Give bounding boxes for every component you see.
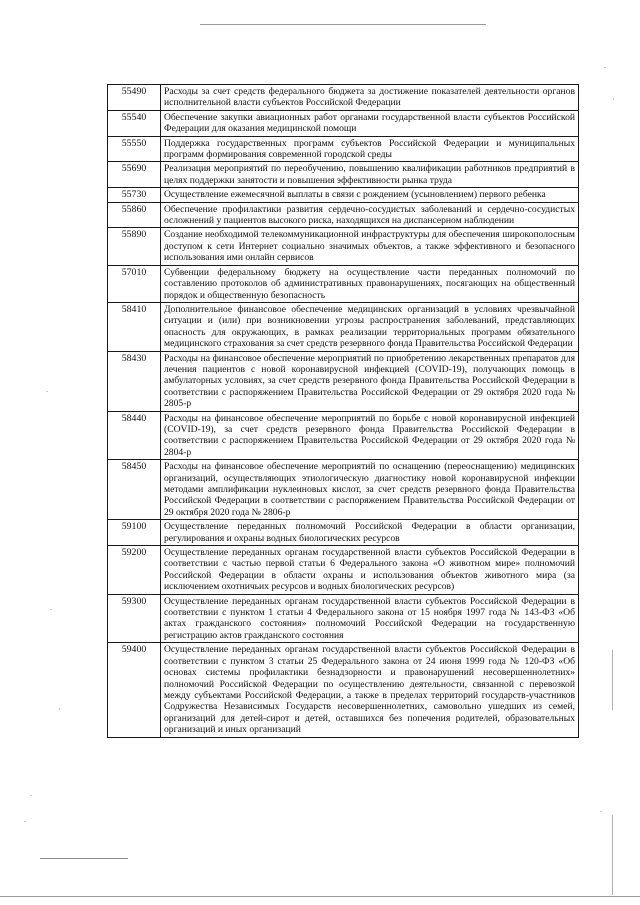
row-description: Расходы на финансовое обеспечение мероприятий по приобретению лекарственных препаратов для лечения пациентов с новой коронавирусной инфекцией (COVID-19), получающих помощь в амбулаторных условиях, за счет средств резервного фонда Правительства Российской Федерации в соответствии с распоряжением Правительства Российской Федерации от 29 октября 2020 года № 2805-р	[161, 351, 579, 411]
row-code: 59100	[108, 520, 161, 546]
row-code: 58410	[108, 302, 161, 351]
table-row	[108, 460, 579, 520]
row-description: Расходы за счет средств федерального бюджета за достижение показателей деятельности органов исполнительной власти субъектов Российской Федерации	[161, 85, 579, 111]
row-description: Субвенции федеральному бюджету на осуществление части переданных полномочий по составлению протоколов об административных правонарушениях, посягающих на общественный порядок и общественную безопасность	[161, 265, 579, 302]
row-description: Осуществление переданных органам государственной власти субъектов Российской Федерации в соответствии с пунктом 3 статьи 25 Федерального закона от 24 июня 1999 года № 120-ФЗ «Об основах системы профилактики безнадзорности и правонарушений несовершеннолетних» полномочий Российской Федерации по осуществлению деятельности, связанной с перевозкой между субъектами Российской Федерации, а также в пределах территорий государств-участников Содружества Независимых Государств несовершеннолетних, самовольно ушедших из семей, организаций для детей-сирот и детей, оставшихся без попечения родителей, образовательных организаций и иных организаций	[161, 643, 579, 737]
row-description: Осуществление переданных органам государственной власти субъектов Российской Федерации в соответствии с частью первой статьи 6 Федерального закона «О животном мире» полномочий Российской Федерации в области охраны и использования объектов животного мира (за исключением охотничьих ресурсов и водных биологических ресурсов)	[161, 546, 579, 595]
row-description: Поддержка государственных программ субъектов Российской Федерации и муниципальных программ формирования современной городской среды	[161, 136, 579, 162]
table-body	[108, 85, 579, 738]
table-row	[108, 643, 579, 737]
table-row	[108, 302, 579, 351]
row-description: Создание необходимой телекоммуникационной инфраструктуры для обеспечения широкополосным доступом к сети Интернет социально значимых объектов, а также эффективного и безопасного использования ими онлайн сервисов	[161, 228, 579, 265]
page-top-rule	[200, 24, 486, 25]
page-bottom-edge	[0, 896, 640, 897]
table-row	[108, 85, 579, 111]
row-code: 55550	[108, 136, 161, 162]
scan-mark: ·	[612, 95, 615, 104]
row-code: 59200	[108, 546, 161, 595]
table-row	[108, 188, 579, 202]
table-row	[108, 202, 579, 228]
row-code: 58450	[108, 460, 161, 520]
row-code: 57010	[108, 265, 161, 302]
table-row	[108, 110, 579, 136]
row-code: 58440	[108, 411, 161, 460]
row-description: Обеспечение закупки авиационных работ органами государственной власти субъектов Российской Федерации для оказания медицинской помощи	[161, 110, 579, 136]
table-row	[108, 594, 579, 643]
row-description: Дополнительное финансовое обеспечение медицинских организаций в условиях чрезвычайной ситуации и (или) при возникновении угрозы распространения заболеваний, представляющих опасность для окружающих, в рамках реализации территориальных программ обязательного медицинского страхования за счет средств резервного фонда Правительства Российской Федерации	[161, 302, 579, 351]
table-row	[108, 136, 579, 162]
row-description: Реализация мероприятий по переобучению, повышению квалификации работников предприятий в целях поддержки занятости и повышения эффективности рынка труда	[161, 162, 579, 188]
budget-codes-table	[107, 84, 579, 738]
row-code: 59300	[108, 594, 161, 643]
scan-mark: .	[50, 603, 52, 612]
table-row	[108, 546, 579, 595]
table-row	[108, 520, 579, 546]
table-row	[108, 351, 579, 411]
row-code: 55890	[108, 228, 161, 265]
row-description: Расходы на финансовое обеспечение мероприятий по борьбе с новой коронавирусной инфекцией (COVID-19), за счет средств резервного фонда Правительства Российской Федерации в соответствии с распоряжением Правительства Российской Федерации от 29 октября 2020 года № 2804-р	[161, 411, 579, 460]
table-row	[108, 265, 579, 302]
table-row	[108, 411, 579, 460]
row-description: Осуществление ежемесячной выплаты в связи с рождением (усыновлением) первого ребенка	[161, 188, 579, 202]
row-description: Обеспечение профилактики развития сердечно-сосудистых заболеваний и сердечно-сосудистых осложнений у пациентов высокого риска, находящихся на диспансерном наблюдении	[161, 202, 579, 228]
table-row	[108, 228, 579, 265]
row-code: 55860	[108, 202, 161, 228]
row-code: 55490	[108, 85, 161, 111]
scan-mark: .	[604, 61, 606, 70]
scan-edge-mark	[612, 815, 613, 895]
scan-mark: ·	[58, 705, 61, 714]
scan-mark: .	[30, 789, 32, 798]
row-description: Осуществление переданных полномочий Российской Федерации в области организации, регулирования и охраны водных биологических ресурсов	[161, 520, 579, 546]
row-code: 59400	[108, 643, 161, 737]
row-code: 55730	[108, 188, 161, 202]
row-description: Осуществление переданных органам государственной власти субъектов Российской Федерации в соответствии с пунктом 1 статьи 4 Федерального закона от 15 ноября 1997 года № 143-ФЗ «Об актах гражданского состояния» полномочий Российской Федерации на государственную регистрацию актов гражданского состояния	[161, 594, 579, 643]
row-code: 58430	[108, 351, 161, 411]
row-description: Расходы на финансовое обеспечение мероприятий по оснащению (переоснащению) медицинских организаций, осуществляющих этиологическую диагностику новой коронавирусной инфекции методами амплификации нуклеиновых кислот, за счет средств резервного фонда Правительства Российской Федерации в соответствии с распоряжением Правительства Российской Федерации от 29 октября 2020 года № 2806-р	[161, 460, 579, 520]
page-bottom-rule	[40, 858, 128, 859]
scan-mark: .	[600, 805, 602, 814]
scan-mark: .	[46, 385, 48, 394]
row-code: 55540	[108, 110, 161, 136]
scan-mark: .	[24, 815, 26, 824]
scan-edge-mark	[612, 650, 613, 710]
row-code: 55690	[108, 162, 161, 188]
table-row	[108, 162, 579, 188]
